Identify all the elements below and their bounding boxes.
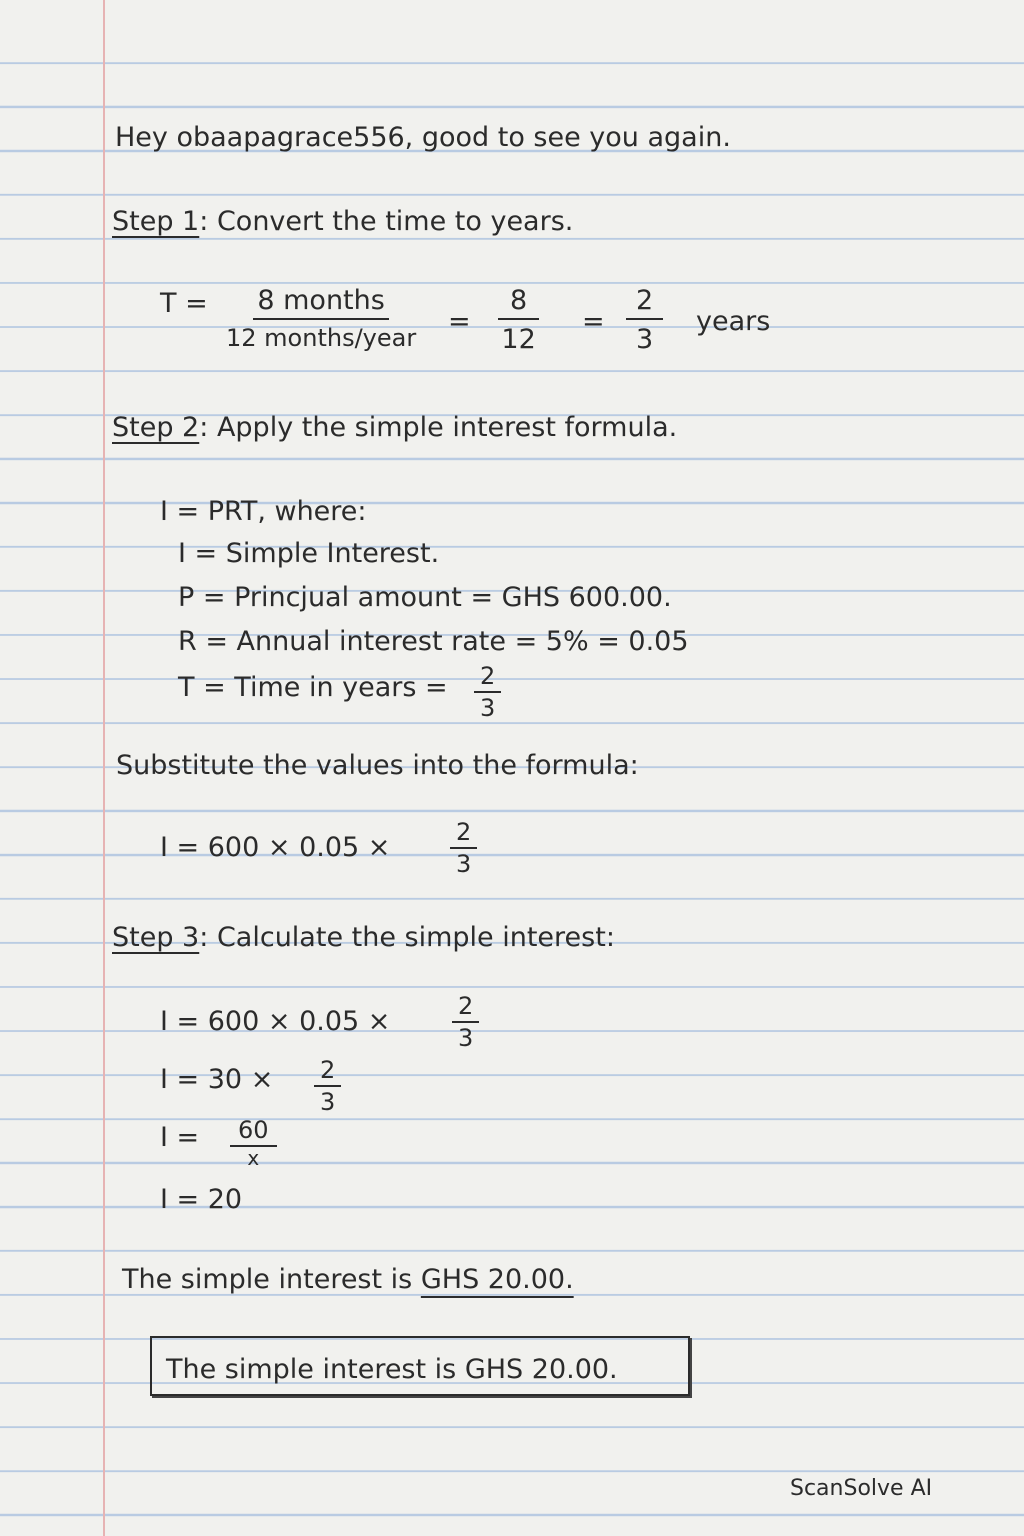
- calc-line-1-fraction-den: 3: [458, 1024, 474, 1052]
- conclusion-prefix: The simple interest is: [122, 1264, 413, 1295]
- definition-r: R = Annual interest rate = 5% = 0.05: [178, 626, 689, 657]
- step3-text: Calculate the simple interest:: [216, 922, 615, 953]
- calc-line-3-fraction-num: 60: [230, 1118, 277, 1147]
- calc-line-2-fraction: [314, 1058, 341, 1114]
- calc-line-1: I = 600 × 0.05 ×: [160, 1006, 391, 1037]
- step2-colon: :: [199, 412, 209, 443]
- substitute-fraction-den: 3: [456, 850, 472, 878]
- calc-line-2: I = 30 ×: [160, 1064, 274, 1095]
- step2-label: Step 2: [112, 412, 200, 443]
- substitute-fraction-num: 2: [450, 820, 477, 849]
- definition-t-fraction-den: 3: [480, 694, 496, 722]
- time-fraction-8-12-num: 8: [498, 287, 539, 320]
- time-eq2: =: [582, 306, 605, 337]
- step3-colon: :: [199, 922, 209, 953]
- time-fraction-months-den: 12 months/year: [226, 324, 417, 352]
- time-fraction-2-3-den: 3: [636, 324, 654, 355]
- time-fraction-2-3-num: 2: [626, 287, 663, 320]
- formula-line: I = PRT, where:: [160, 496, 367, 527]
- step3-label: Step 3: [112, 922, 200, 953]
- calc-line-2-fraction-den: 3: [320, 1088, 336, 1116]
- step2-heading: [112, 414, 677, 441]
- definition-t-fraction: [474, 664, 501, 720]
- step3-heading: [112, 924, 615, 951]
- time-unit: years: [696, 306, 771, 337]
- calc-line-2-fraction-num: 2: [314, 1058, 341, 1087]
- step1-colon: :: [199, 206, 209, 237]
- time-lhs: T =: [160, 288, 208, 319]
- greeting: Hey obaapagrace556, good to see you again.: [115, 122, 731, 153]
- substitute-equation: I = 600 × 0.05 ×: [160, 832, 391, 863]
- substitute-text: Substitute the values into the formula:: [116, 750, 639, 781]
- step1-label: Step 1: [112, 206, 200, 237]
- calc-line-1-fraction-num: 2: [452, 994, 479, 1023]
- step2-text: Apply the simple interest formula.: [216, 412, 678, 443]
- calc-line-4: I = 20: [160, 1184, 243, 1215]
- conclusion: [122, 1266, 574, 1293]
- time-fraction-months: [226, 287, 416, 350]
- step1-text: Convert the time to years.: [216, 206, 574, 237]
- time-fraction-8-12-den: 12: [501, 324, 536, 355]
- definition-t: T = Time in years =: [178, 672, 448, 703]
- conclusion-value: GHS 20.00.: [420, 1264, 574, 1295]
- final-answer-text: The simple interest is GHS 20.00.: [166, 1354, 618, 1385]
- time-fraction-months-num: 8 months: [253, 287, 388, 320]
- definition-i: I = Simple Interest.: [178, 538, 440, 569]
- calc-line-1-fraction: [452, 994, 479, 1050]
- definition-p: P = Princjual amount = GHS 600.00.: [178, 582, 672, 613]
- step1-heading: [112, 208, 573, 235]
- time-fraction-2-3: [626, 287, 663, 353]
- notebook-margin-line: [103, 0, 105, 1536]
- watermark: ScanSolve AI: [790, 1476, 933, 1501]
- calc-line-3-fraction: [230, 1118, 277, 1168]
- substitute-fraction: [450, 820, 477, 876]
- calc-line-3: I =: [160, 1122, 200, 1153]
- time-eq1: =: [448, 306, 471, 337]
- calc-line-3-fraction-den: x: [247, 1146, 260, 1170]
- definition-t-fraction-num: 2: [474, 664, 501, 693]
- time-fraction-8-12: [498, 287, 539, 353]
